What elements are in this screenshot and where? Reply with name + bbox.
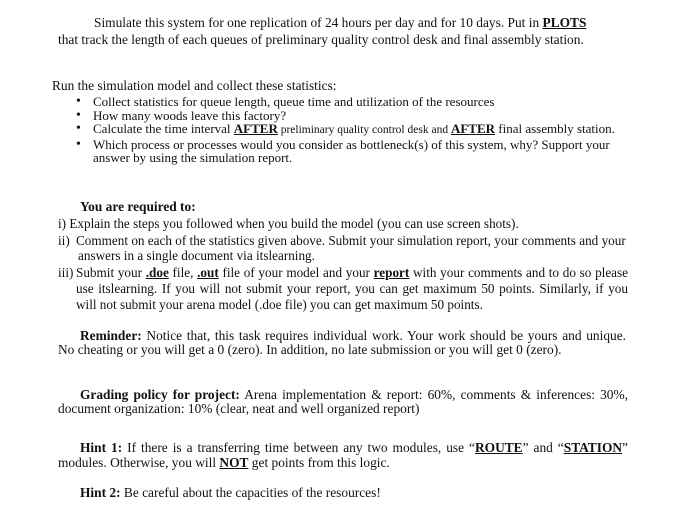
hint-text: get points from this logic. — [248, 455, 390, 470]
not-keyword: NOT — [219, 455, 249, 470]
intro-text: Simulate this system for one replication of 24 hours per day and for 10 days. Put in — [94, 15, 543, 30]
statistics-list — [76, 95, 646, 165]
hint-text: Be careful about the capacities of the resources! — [120, 485, 381, 500]
item-text: Comment on each of the statistics given above. Submit your simulation report, your comments and your answers in a single document via itslearning. — [76, 233, 626, 263]
list-item: • How many woods leave this factory? — [76, 109, 646, 123]
grading-paragraph — [58, 388, 628, 416]
item-label: iii) — [58, 265, 74, 280]
after-keyword: AFTER — [233, 121, 278, 137]
item-label: ii) — [58, 233, 70, 248]
grading-label: Grading policy for project: — [80, 387, 240, 402]
plots-keyword: PLOTS — [542, 15, 587, 30]
reminder-paragraph — [58, 329, 626, 357]
item-label: i) — [58, 216, 67, 231]
run-heading: Run the simulation model and collect these statistics: — [52, 78, 337, 93]
station-keyword: STATION — [563, 440, 623, 455]
intro-line-2: that track the length of each queues of preliminary quality control desk and final assembly station. — [58, 32, 584, 47]
report-keyword: report — [373, 265, 410, 280]
required-item-ii — [58, 233, 628, 263]
required-heading-text: You are required to: — [80, 199, 196, 214]
hint1-paragraph — [58, 440, 628, 470]
hint-text: ” modules. Otherwise, you will — [58, 440, 628, 470]
reminder-label: Reminder: — [80, 328, 142, 343]
required-item-i — [58, 216, 638, 231]
route-keyword: ROUTE — [474, 440, 523, 455]
hint-text: If there is a transferring time between any two modules, use “ — [122, 440, 475, 455]
bullet-text: Calculate the time interval — [93, 121, 234, 137]
intro-line-1 — [58, 14, 648, 31]
hint-text: ” and “ — [522, 440, 564, 455]
hint1-label: Hint 1: — [80, 440, 123, 455]
item-text: file of your model and your — [218, 265, 374, 280]
required-heading — [80, 198, 196, 215]
reminder-text: Notice that, this task requires individual work. Your work should be yours and unique. No cheating or you will get a 0 (zero). In addition, no late submission or you will get 0 (zero). — [58, 328, 626, 357]
bullet-text: preliminary quality control desk and — [277, 124, 451, 137]
doe-keyword: .doe — [145, 265, 169, 280]
out-keyword: .out — [197, 265, 219, 280]
after-keyword: AFTER — [450, 121, 496, 137]
item-text: file, — [168, 265, 198, 280]
item-text: Submit your — [76, 265, 146, 280]
hint2-paragraph — [80, 484, 381, 501]
required-item-iii — [58, 265, 628, 313]
hint2-label: Hint 2: — [80, 485, 121, 500]
list-item — [76, 122, 646, 138]
list-item: • Which process or processes would you consider as bottleneck(s) of this system, why? Support your answer by using the simulation report. — [76, 138, 646, 165]
bullet-text: final assembly station. — [495, 121, 615, 137]
item-text: with your comments and to do so please use itslearning. If you will not submit your report, you can get maximum 50 points. Similarly, if you will not submit your arena model (.doe file) you can get maximum 50 points. — [76, 265, 629, 312]
grading-text: Arena implementation & report: 60%, comments & inferences: 30%, document organization: 10% (clear, neat and well organized report) — [58, 387, 628, 416]
item-text: Explain the steps you followed when you build the model (you can use screen shots). — [69, 216, 519, 231]
intro-paragraph — [58, 14, 648, 48]
list-item: • Collect statistics for queue length, queue time and utilization of the resources — [76, 95, 646, 109]
